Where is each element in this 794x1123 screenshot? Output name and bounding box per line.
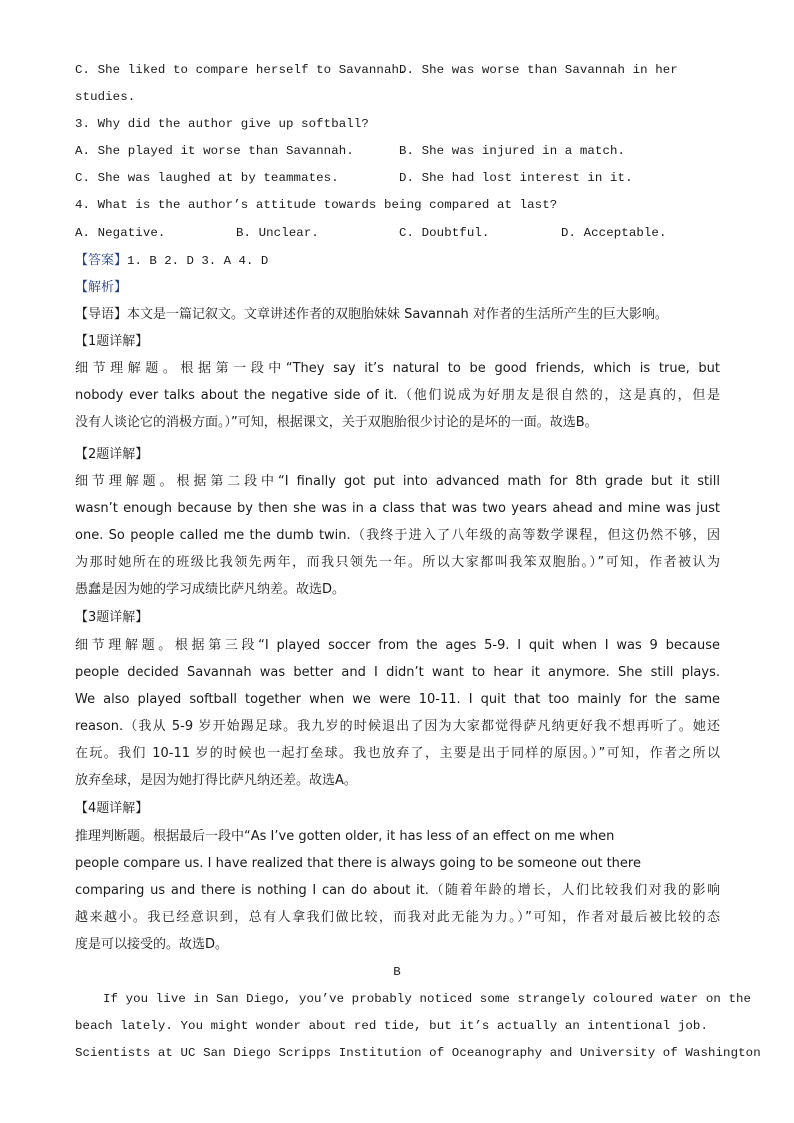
answers-label: 【答案】 <box>75 253 128 268</box>
q4-option-c: C. Doubtful. <box>399 226 490 240</box>
intro-label: 【导语】 <box>75 307 128 322</box>
detail2-line-3: one. So people called me the dumb twin.（我终于进入了八年级的高等数学课程，但这仍然不够，因 <box>75 528 720 543</box>
detail4-line-5: 度是可以接受的。故选D。 <box>75 937 229 952</box>
q2-options-row <box>75 57 720 84</box>
detail3-line-5: 在玩。我们 10-11 岁的时候也一起打垒球。我也放弃了，主要是出于同样的原因。）”可知，作者之所以 <box>75 746 720 761</box>
q3-option-c: C. She was laughed at by teammates. <box>75 171 339 185</box>
detail1-line-1: 细节理解题。根据第一段中“They say it’s natural to be good friends, which is true, but <box>75 361 720 376</box>
analysis-label: 【解析】 <box>75 280 128 295</box>
detail2-line-5: 愚蠢是因为她的学习成绩比萨凡纳差。故选D。 <box>75 582 346 597</box>
detail1-line-3: 没有人谈论它的消极方面。）”可知，根据课文，关于双胞胎很少讨论的是坏的一面。故选B。 <box>75 415 598 430</box>
detail3-label: 【3题详解】 <box>75 610 149 625</box>
detail3-line-3: We also played softball together when we were 10-11. I quit that too mainly for the same <box>75 692 720 707</box>
detail4-line-1: 推理判断题。根据最后一段中“As I’ve gotten older, it has less of an effect on me when <box>75 829 615 844</box>
detail4-line-2: people compare us. I have realized that there is always going to be someone out there <box>75 856 641 871</box>
detail3-line-6: 放弃垒球，是因为她打得比萨凡纳还差。故选A。 <box>75 773 357 788</box>
intro-text: 本文是一篇记叙文。文章讲述作者的双胞胎妹妹 Savannah 对作者的生活所产生的巨大影响。 <box>127 307 668 322</box>
q3-option-d: D. She had lost interest in it. <box>399 171 633 185</box>
detail3-line-1: 细节理解题。根据第三段“I played soccer from the ages 5-9. I quit when I was 9 because <box>75 638 720 653</box>
detail2-line-2: wasn’t enough because by then she was in a class that was two years ahead and mine was just <box>75 501 720 516</box>
detail2-line-4: 为那时她所在的班级比我领先两年，而我只领先一年。所以大家都叫我笨双胞胎。）”可知，作者被认为 <box>75 555 720 570</box>
detail4-label: 【4题详解】 <box>75 801 149 816</box>
q3-option-a: A. She played it worse than Savannah. <box>75 144 354 158</box>
q4-options-row <box>75 220 720 247</box>
detail1-line-2: nobody ever talks about the negative side of it.（他们说成为好朋友是很自然的，这是真的，但是 <box>75 388 720 403</box>
q4-option-b: B. Unclear. <box>236 226 319 240</box>
passage-b-line-1: If you live in San Diego, you’ve probably noticed some strangely coloured water on the <box>103 992 752 1006</box>
section-b-heading: B <box>393 965 401 979</box>
detail2-line-1: 细节理解题。根据第二段中“I finally got put into advanced math for 8th grade but it still <box>75 474 720 489</box>
q4-option-d: D. Acceptable. <box>561 226 667 240</box>
q2-option-d-continued: studies. <box>75 90 136 104</box>
detail2-label: 【2题详解】 <box>75 447 149 462</box>
q4-option-a: A. Negative. <box>75 226 166 240</box>
q3-options-row-2 <box>75 165 720 192</box>
q2-option-d: D. She was worse than Savannah in her <box>399 63 678 77</box>
detail4-line-3: comparing us and there is nothing I can do about it.（随着年龄的增长，人们比较我们对我的影响 <box>75 883 720 898</box>
detail3-line-2: people decided Savannah was better and I didn’t want to hear it anymore. She still plays. <box>75 665 720 680</box>
answers-line <box>75 247 720 275</box>
q3-options-row-1 <box>75 138 720 165</box>
detail4-line-4: 越来越小。我已经意识到，总有人拿我们做比较，而我对此无能为力。）”可知，作者对最后被比较的态 <box>75 910 720 925</box>
detail1-label: 【1题详解】 <box>75 334 149 349</box>
intro-line <box>75 301 720 328</box>
answers-text: 1. B 2. D 3. A 4. D <box>127 254 269 268</box>
q2-option-c: C. She liked to compare herself to Savannah. <box>75 63 407 77</box>
passage-b-line-3: Scientists at UC San Diego Scripps Institution of Oceanography and University of Washington <box>75 1046 761 1060</box>
q3-stem: 3. Why did the author give up softball? <box>75 117 369 131</box>
q4-stem: 4. What is the author’s attitude towards being compared at last? <box>75 198 558 212</box>
passage-b-line-2: beach lately. You might wonder about red tide, but it’s actually an intentional job. <box>75 1019 708 1033</box>
detail3-line-4: reason.（我从 5-9 岁开始踢足球。我九岁的时候退出了因为大家都觉得萨凡纳更好我不想再听了。她还 <box>75 719 720 734</box>
q3-option-b: B. She was injured in a match. <box>399 144 626 158</box>
